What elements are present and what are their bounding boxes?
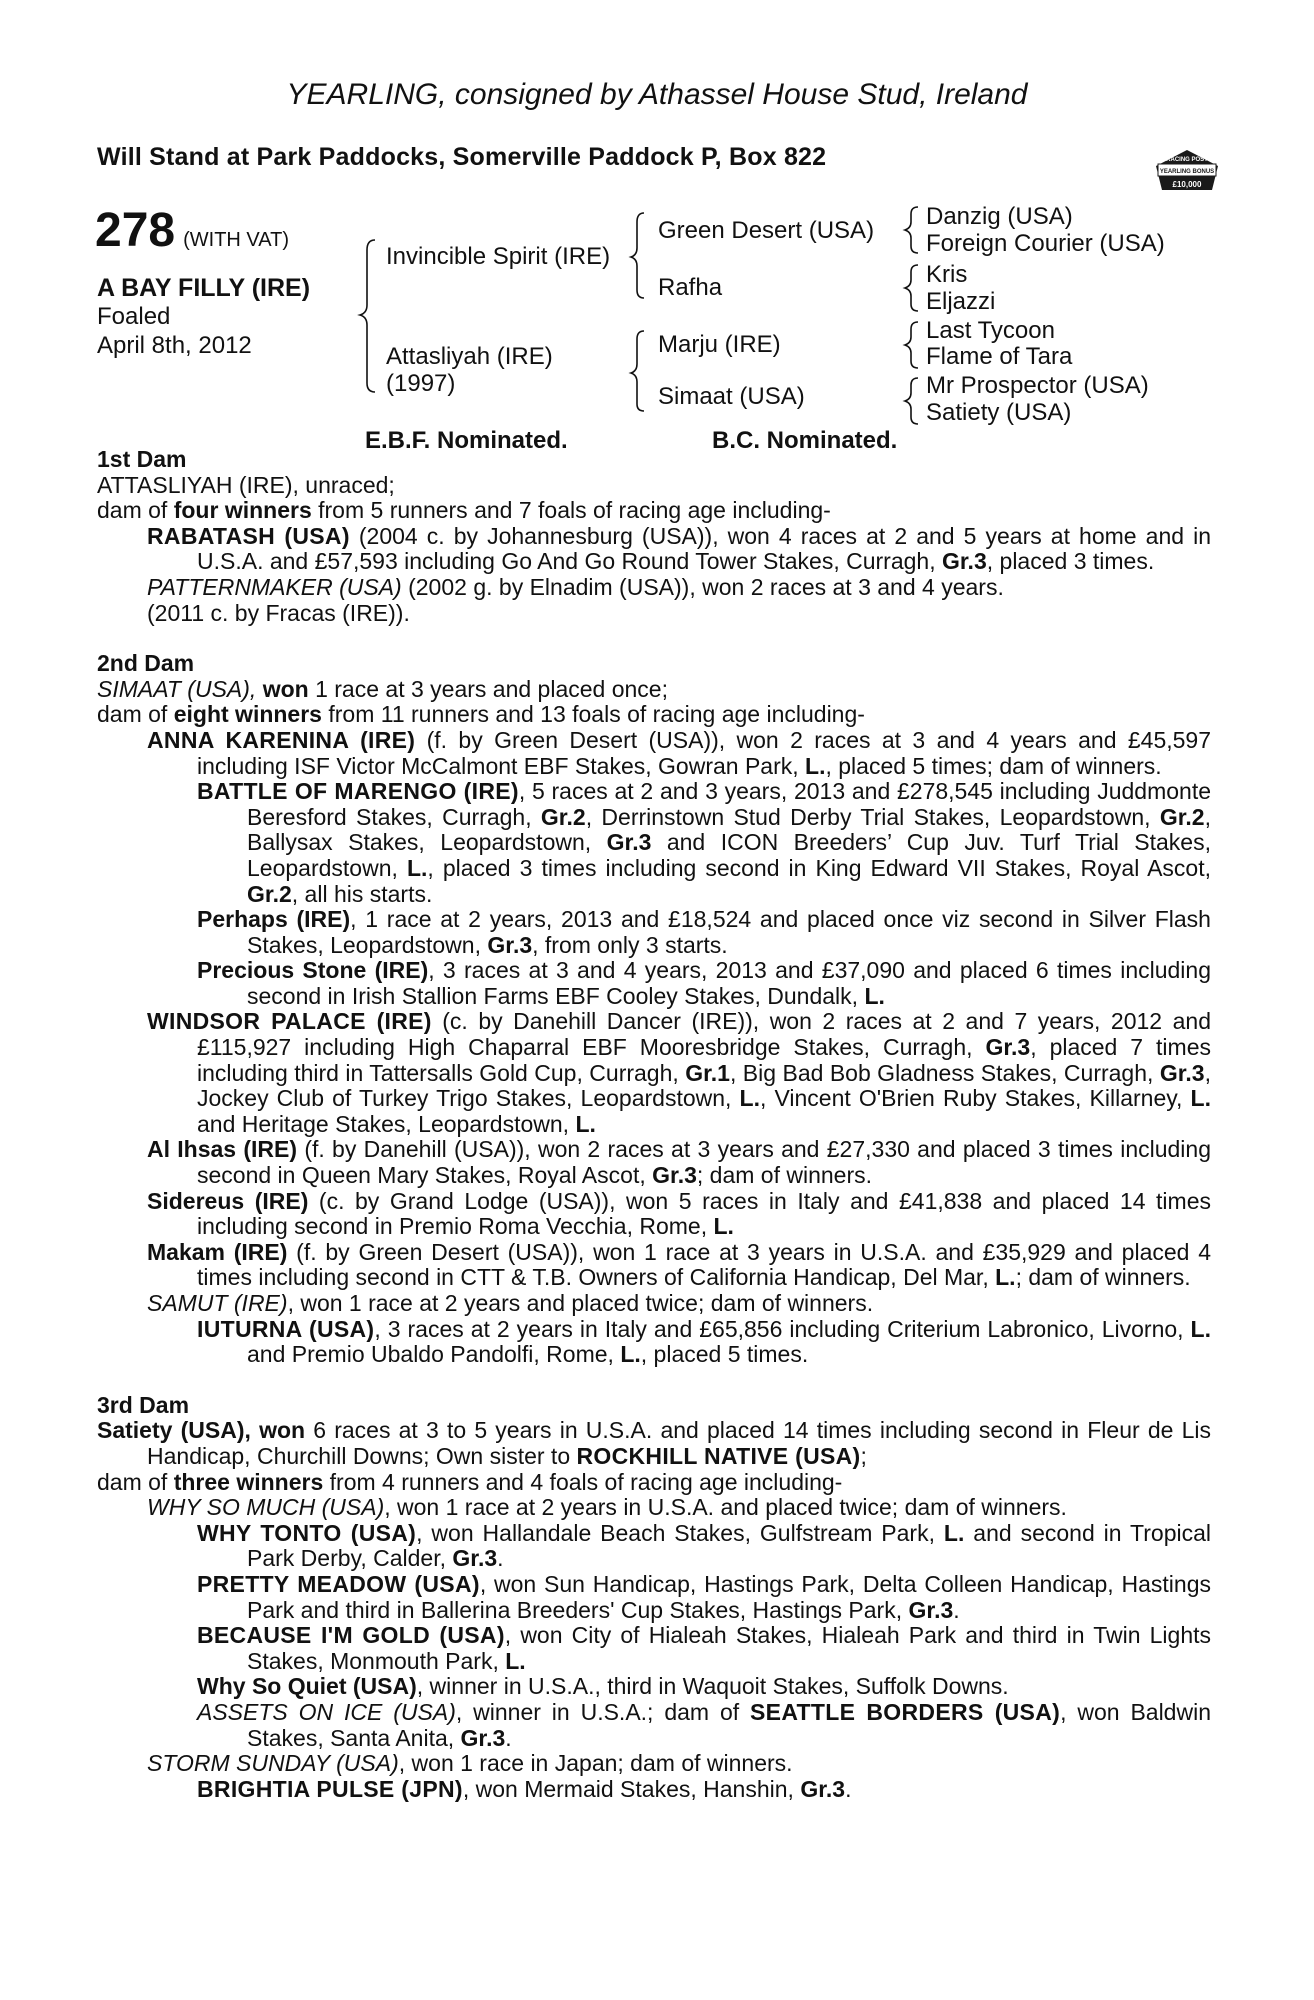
first-dam-summary: dam of four winners from 5 runners and 7 foals of racing age including- [97, 497, 831, 524]
produce-assets-on-ice: ASSETS ON ICE (USA), winner in U.S.A.; dam of SEATTLE BORDERS (USA), won Baldwin Stakes, Santa Anita, Gr.3. [197, 1698, 1211, 1751]
sire-dam-dam: Eljazzi [926, 288, 996, 315]
produce-storm-sunday: STORM SUNDAY (USA), won 1 race in Japan; dam of winners. [147, 1750, 793, 1777]
sire-dam-sire: Kris [926, 261, 968, 288]
produce-al-ihsas: Al Ihsas (IRE) (f. by Danehill (USA)), won 2 races at 3 years and £27,330 and placed 3 times including second in Queen Mary Stakes, Royal Ascot, Gr.3; dam of winners. [147, 1136, 1211, 1189]
badge-brand: RACING POST [1166, 157, 1208, 163]
third-dam-heading: 3rd Dam [97, 1391, 190, 1418]
third-dam-summary: dam of three winners from 4 runners and 4 foals of racing age including- [97, 1468, 843, 1495]
dam-dam: Simaat (USA) [658, 383, 805, 410]
produce-rabatash: RABATASH (USA) (2004 c. by Johannesburg (USA)), won 4 races at 2 and 5 years at home and in U.S.A. and £57,593 including Go And Go Round Tower Stakes, Curragh, Gr.3, placed 3 times. [147, 522, 1212, 575]
second-dam-heading: 2nd Dam [97, 650, 195, 677]
produce-precious-stone: Precious Stone (IRE), 3 races at 3 and 4 years, 2013 and £37,090 and placed 6 times including second in Irish Stallion Farms EBF Cooley Stakes, Dundalk, L. [197, 957, 1211, 1009]
produce-2011-colt: (2011 c. by Fracas (IRE)). [147, 599, 410, 626]
produce-why-tonto: WHY TONTO (USA), won Hallandale Beach Stakes, Gulfstream Park, L. and second in Tropical Park Derby, Calder, Gr.3. [197, 1519, 1212, 1572]
first-dam-line: ATTASLIYAH (IRE), unraced; [97, 471, 395, 498]
produce-battle-of-marengo: BATTLE OF MARENGO (IRE), 5 races at 2 and 3 years, 2013 and £278,545 including Juddmonte Beresford Stakes, Curragh, Gr.2, Derrinstown Stud Derby Trial Stakes, Leopardstown, Gr.2, Ballysax Stakes, Leopardstown, Gr.3 and ICON Breeders’ Cup Juv. Turf Trial Stakes, Leopardstown, L., placed 3 times including second in King Edward VII Stakes, Royal Ascot, Gr.2, all his starts. [197, 778, 1212, 907]
dam-year: (1997) [386, 370, 456, 397]
produce-because-im-gold: BECAUSE I'M GOLD (USA), won City of Hialeah Stakes, Hialeah Park and third in Twin Lights Stakes, Monmouth Park, L. [197, 1622, 1211, 1674]
foaled-label: Foaled [97, 303, 171, 330]
bc-nominated: B.C. Nominated. [712, 427, 898, 454]
produce-samut: SAMUT (IRE), won 1 race at 2 years and placed twice; dam of winners. [147, 1290, 874, 1316]
ebf-nominated: E.B.F. Nominated. [365, 427, 568, 454]
produce-anna-karenina: ANNA KARENINA (IRE) (f. by Green Desert (USA)), won 2 races at 3 and 4 years and £45,597 including ISF Victor McCalmont EBF Stakes, Gowran Park, L., placed 5 times; dam of winners. [147, 726, 1212, 779]
sire-sire-dam: Foreign Courier (USA) [926, 230, 1165, 257]
badge-amount: £10,000 [1172, 180, 1202, 189]
sire-sire: Green Desert (USA) [658, 217, 875, 244]
dam: Attasliyah (IRE) [386, 343, 553, 370]
foaled-date: April 8th, 2012 [97, 332, 252, 359]
sire: Invincible Spirit (IRE) [386, 243, 611, 270]
produce-makam: Makam (IRE) (f. by Green Desert (USA)), won 1 race at 3 years in U.S.A. and £35,929 and placed 4 times including second in CTT & T.B. Owners of California Handicap, Del Mar, L.; dam of winners. [147, 1238, 1211, 1291]
badge-title: YEARLING BONUS [1159, 169, 1215, 175]
produce-pretty-meadow: PRETTY MEADOW (USA), won Sun Handicap, Hastings Park, Delta Colleen Handicap, Hastings Park and third in Ballerina Breeders' Cup Stakes, Hastings Park, Gr.3. [197, 1570, 1211, 1623]
sire-dam: Rafha [658, 274, 723, 301]
first-dam-heading: 1st Dam [97, 446, 187, 472]
vat-note: (WITH VAT) [183, 229, 289, 251]
dam-dam-sire: Mr Prospector (USA) [926, 372, 1149, 399]
produce-why-so-much: WHY SO MUCH (USA), won 1 race at 2 years in U.S.A. and placed twice; dam of winners. [147, 1494, 1067, 1521]
second-dam-line: SIMAAT (USA), won 1 race at 3 years and placed once; [97, 675, 668, 702]
dam-sire-dam: Flame of Tara [926, 343, 1073, 370]
dam-sire: Marju (IRE) [658, 331, 781, 358]
consignment-line: YEARLING, consigned by Athassel House Stud, Ireland [286, 78, 1028, 111]
dam-sire-sire: Last Tycoon [926, 317, 1055, 344]
sire-sire-sire: Danzig (USA) [926, 203, 1073, 230]
produce-sidereus: Sidereus (IRE) (c. by Grand Lodge (USA)), won 5 races in Italy and £41,838 and placed 14 times including second in Premio Roma Vecchia, Rome, L. [147, 1187, 1211, 1240]
produce-perhaps: Perhaps (IRE), 1 race at 2 years, 2013 and £18,524 and placed once viz second in Silver Flash Stakes, Leopardstown, Gr.3, from only 3 starts. [197, 906, 1211, 958]
produce-windsor-palace: WINDSOR PALACE (IRE) (c. by Danehill Dancer (IRE)), won 2 races at 2 and 7 years, 2012 and £115,927 including High Chaparral EBF Mooresbridge Stakes, Curragh, Gr.3, placed 7 times including third in Tattersalls Gold Cup, Curragh, Gr.1, Big Bad Bob Gladness Stakes, Curragh, Gr.3, Jockey Club of Turkey Trigo Stakes, Leopardstown, L., Vincent O'Brien Ruby Stakes, Killarney, L. and Heritage Stakes, Leopardstown, L. [147, 1008, 1211, 1137]
horse-name: A BAY FILLY (IRE) [97, 274, 311, 302]
produce-brightia-pulse: BRIGHTIA PULSE (JPN), won Mermaid Stakes, Hanshin, Gr.3. [197, 1775, 852, 1802]
lot-number: 278 [95, 204, 176, 257]
catalogue-body [97, 447, 1211, 1802]
second-dam-summary: dam of eight winners from 11 runners and 13 foals of racing age including- [97, 701, 865, 728]
produce-patternmaker: PATTERNMAKER (USA) (2002 g. by Elnadim (USA)), won 2 races at 3 and 4 years. [147, 573, 1004, 600]
produce-iuturna: IUTURNA (USA), 3 races at 2 years in Italy and £65,856 including Criterium Labronico, Livorno, L. and Premio Ubaldo Pandolfi, Rome, L., placed 5 times. [197, 1315, 1211, 1368]
third-dam-line: Satiety (USA), won 6 races at 3 to 5 years in U.S.A. and placed 14 times including second in Fleur de Lis Handicap, Churchill Downs; Own sister to ROCKHILL NATIVE (USA); [97, 1417, 1211, 1469]
produce-why-so-quiet: Why So Quiet (USA), winner in U.S.A., third in Waquoit Stakes, Suffolk Downs. [197, 1673, 1009, 1700]
dam-dam-dam: Satiety (USA) [926, 399, 1072, 426]
stand-location: Will Stand at Park Paddocks, Somerville Paddock P, Box 822 [97, 143, 827, 171]
